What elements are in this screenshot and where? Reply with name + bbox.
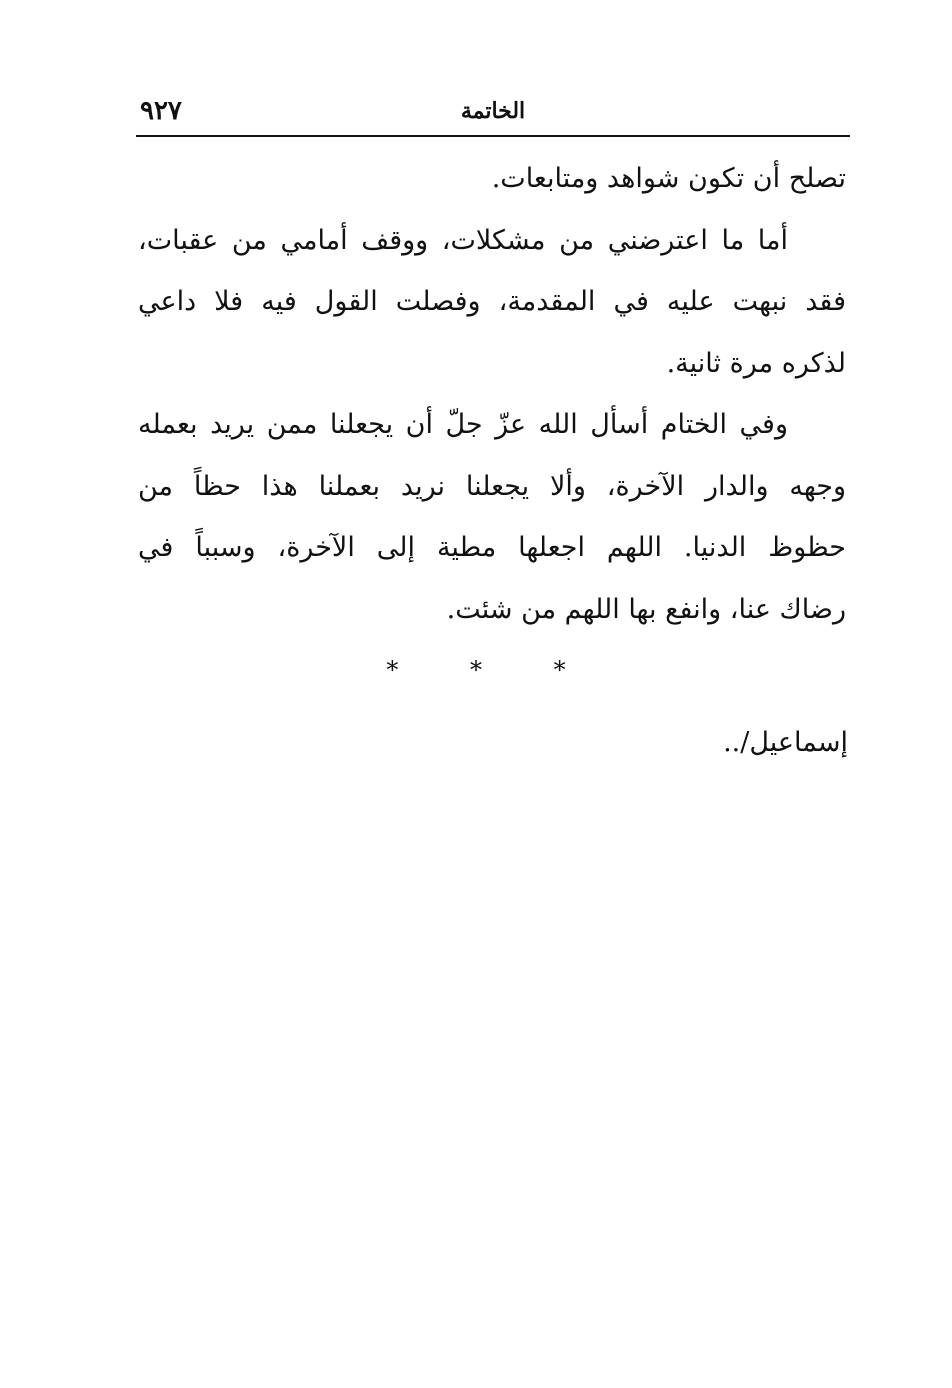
paragraph-line: تصلح أن تكون شواهد ومتابعات. bbox=[491, 163, 846, 194]
body-text bbox=[138, 148, 846, 640]
paragraph-line: لذكره مرة ثانية. bbox=[666, 347, 846, 379]
paragraph-line: وفي الختام أسأل الله عزّ جلّ أن يجعلنا ممن يريد بعمله bbox=[138, 409, 788, 440]
paragraph-line: رضاك عنا، وانفع بها اللهم من شئت. bbox=[446, 593, 846, 625]
paragraph-line: حظوظ الدنيا. اللهم اجعلها مطية إلى الآخرة، وسبباً في bbox=[138, 532, 846, 563]
author-signature: إسماعيل/.. bbox=[723, 727, 848, 758]
paragraph-1 bbox=[138, 148, 846, 210]
paragraph-line: وجهه والدار الآخرة، وألا يجعلنا نريد بعملنا هذا حظاً من bbox=[138, 470, 846, 502]
paragraph-line: أما ما اعترضني من مشكلات، ووقف أمامي من عقبات، bbox=[138, 224, 788, 256]
page-header bbox=[136, 96, 850, 136]
page-number: ٩٢٧ bbox=[140, 96, 182, 126]
paragraph-3 bbox=[138, 394, 846, 640]
running-title: الخاتمة bbox=[460, 98, 526, 124]
paragraph-2 bbox=[138, 210, 846, 395]
section-separator: * * * bbox=[386, 656, 598, 684]
header-rule bbox=[136, 135, 850, 137]
paragraph-line: فقد نبهت عليه في المقدمة، وفصلت القول فيه فلا داعي bbox=[138, 286, 846, 317]
